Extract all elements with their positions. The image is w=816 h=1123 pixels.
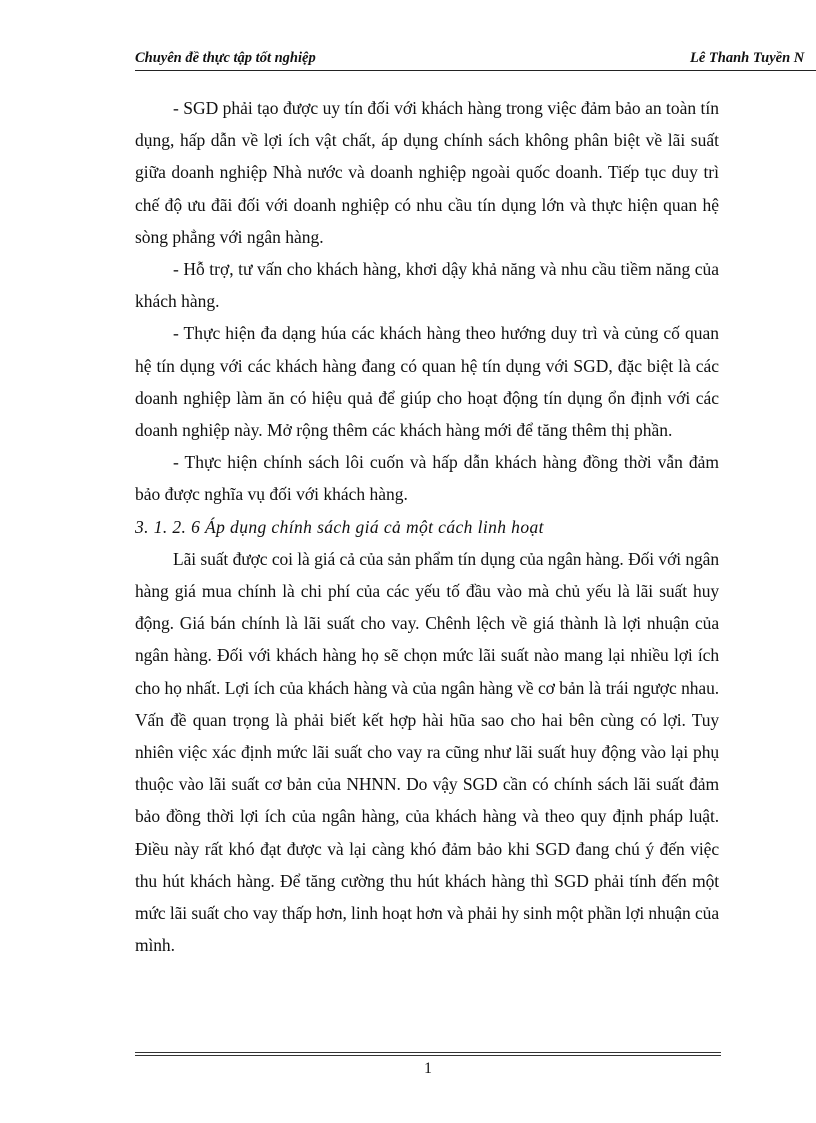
section-heading: 3. 1. 2. 6 Áp dụng chính sách giá cả một cách linh hoạt <box>135 516 544 537</box>
footer-divider <box>135 1052 721 1053</box>
body-paragraph: - SGD phải tạo được uy tín đối với khách hàng trong việc đảm bảo an toàn tín dụng, hấp dẫn về lợi ích vật chất, áp dụng chính sách không phân biệt về lãi suất giữa doanh nghiệp Nhà nước và doanh nghiệp ngoài quốc doanh. Tiếp tục duy trì chế độ ưu đãi đối với doanh nghiệp có nhu cầu tín dụng lớn và thực hiện quan hệ sòng phẳng với ngân hàng. <box>135 98 719 247</box>
body-paragraph: - Thực hiện đa dạng húa các khách hàng theo hướng duy trì và củng cố quan hệ tín dụng với các khách hàng đang có quan hệ tín dụng với SGD, đặc biệt là các doanh nghiệp làm ăn có hiệu quả để giúp cho hoạt động tín dụng ổn định với các doanh nghiệp này. Mở rộng thêm các khách hàng mới để tăng thêm thị phần. <box>135 323 719 441</box>
body-paragraph: - Thực hiện chính sách lôi cuốn và hấp dẫn khách hàng đồng thời vẫn đảm bảo được nghĩa vụ đối với khách hàng. <box>135 452 719 505</box>
page-body <box>135 92 719 961</box>
body-paragraph: - Hỗ trợ, tư vấn cho khách hàng, khơi dậy khả năng và nhu cầu tiềm năng của khách hàng. <box>135 259 719 312</box>
page-header <box>135 48 816 71</box>
page-number: 1 <box>424 1060 432 1077</box>
document-title: Chuyên đề thực tập tốt nghiệp <box>135 50 316 66</box>
footer-divider <box>135 1055 721 1056</box>
author-name: Lê Thanh Tuyền N <box>690 50 805 66</box>
section-paragraph: Lãi suất được coi là giá cả của sản phẩm tín dụng của ngân hàng. Đối với ngân hàng giá mua chính là chi phí của các yếu tố đầu vào mà chủ yếu là lãi suất huy động. Giá bán chính là lãi suất cho vay. Chênh lệch về giá thành là lợi nhuận của ngân hàng. Đối với khách hàng họ sẽ chọn mức lãi suất nào mang lại nhiều lợi ích cho họ nhất. Lợi ích của khách hàng và của ngân hàng về cơ bản là trái ngược nhau. Vấn đề quan trọng là phải biết kết hợp hài hũa sao cho hai bên cùng có lợi. Tuy nhiên việc xác định mức lãi suất cho vay ra cũng như lãi suất huy động vào lại phụ thuộc vào lãi suất cơ bản của NHNN. Do vậy SGD cần có chính sách lãi suất đảm bảo đồng thời lợi ích của ngân hàng, của khách hàng và theo quy định pháp luật. Điều này rất khó đạt được và lại càng khó đảm bảo khi SGD đang chú ý đến việc thu hút khách hàng. Để tăng cường thu hút khách hàng thì SGD phải tính đến một mức lãi suất cho vay thấp hơn, linh hoạt hơn và phải hy sinh một phần lợi nhuận của mình. <box>135 548 719 956</box>
